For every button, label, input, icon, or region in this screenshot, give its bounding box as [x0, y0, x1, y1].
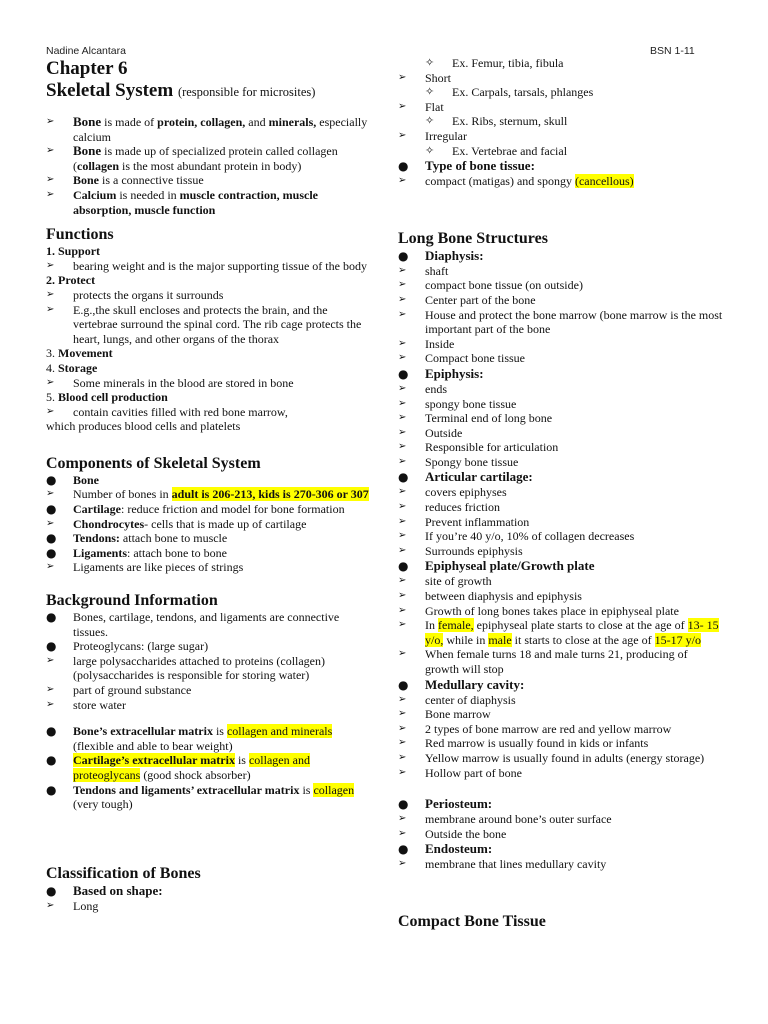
class-label: BSN 1-11	[650, 45, 695, 57]
compact-heading: Compact Bone Tissue	[398, 912, 546, 930]
function-title: 3. Movement	[46, 346, 113, 361]
background-item: ● Bones, cartilage, tendons, and ligaments are connective tissues.	[46, 610, 372, 639]
example-item: ✧ Ex. Femur, tibia, fibula	[425, 56, 724, 71]
structure-item: ➢ Bone marrow	[398, 707, 724, 722]
classification-heading: Classification of Bones	[46, 864, 201, 882]
background-item: ➢ part of ground substance	[46, 683, 372, 698]
title-note: (responsible for microsites)	[177, 85, 316, 99]
structure-item: ➢ Hollow part of bone	[398, 766, 724, 781]
structure-item: ➢ Inside	[398, 337, 724, 352]
component-item: ● Bone	[46, 473, 372, 488]
classification-item: ➢ Flat	[398, 100, 724, 115]
structure-title: ● Epiphysis:	[398, 366, 724, 382]
function-title: 2. Protect	[46, 273, 96, 288]
classification-item: ➢ Long	[46, 899, 372, 914]
author-name: Nadine Alcantara	[46, 45, 126, 57]
matrix-item: ● Tendons and ligaments’ extracellular matrix is collagen (very tough)	[46, 783, 372, 812]
page-title: Skeletal System (responsible for microsites)	[46, 80, 316, 101]
structure-item: ➢ site of growth	[398, 574, 724, 589]
component-item: ● Ligaments: attach bone to bone	[46, 546, 372, 561]
component-item: ● Cartilage: reduce friction and model for bone formation	[46, 502, 372, 517]
structure-item: ➢ Center part of the bone	[398, 293, 724, 308]
structure-item: ➢ If you’re 40 y/o, 10% of collagen decreases	[398, 529, 724, 544]
function-title: 4. Storage	[46, 360, 98, 375]
background-item: ● Proteoglycans: (large sugar)	[46, 639, 372, 654]
function-item: ➢ protects the organs it surrounds	[46, 288, 372, 303]
function-title: 5. Blood cell production	[46, 390, 168, 405]
structure-item: ➢ between diaphysis and epiphysis	[398, 589, 724, 604]
background-item: ➢ large polysaccharides attached to proteins (collagen) (polysaccharides is responsible for storing water)	[46, 654, 372, 683]
structure-item: ➢ Prevent inflammation	[398, 515, 724, 530]
function-item: ➢ Some minerals in the blood are stored in bone	[46, 376, 372, 391]
structure-item: ➢ membrane that lines medullary cavity	[398, 857, 724, 872]
background-heading: Background Information	[46, 592, 218, 610]
structure-title: ● Endosteum:	[398, 841, 724, 857]
structure-item: ➢ Outside the bone	[398, 827, 724, 842]
structure-item: ➢ compact bone tissue (on outside)	[398, 278, 724, 293]
right-column	[398, 56, 724, 931]
component-item: ● Tendons: attach bone to muscle	[46, 531, 372, 546]
structure-item: ➢ shaft	[398, 264, 724, 279]
structure-item: ➢ Outside	[398, 426, 724, 441]
functions-heading: Functions	[46, 226, 114, 244]
structure-item: ➢ Responsible for articulation	[398, 440, 724, 455]
component-item: ➢ Chondrocytes- cells that is made up of cartilage	[46, 517, 372, 532]
matrix-item: ● Bone’s extracellular matrix is collagen and minerals (flexible and able to bear weight)	[46, 724, 372, 753]
intro-item: ➢ Bone is a connective tissue	[46, 173, 372, 188]
components-heading: Components of Skeletal System	[46, 454, 261, 472]
function-item-cont: which produces blood cells and platelets	[46, 419, 241, 434]
background-item: ➢ store water	[46, 698, 372, 713]
function-item: ➢ contain cavities filled with red bone marrow,	[46, 405, 372, 420]
example-item: ✧ Ex. Ribs, sternum, skull	[425, 114, 724, 129]
component-item: ➢ Number of bones in adult is 206-213, kids is 270-306 or 307	[46, 487, 372, 502]
structure-item: ➢ Red marrow is usually found in kids or infants	[398, 736, 724, 751]
example-item: ✧ Ex. Vertebrae and facial	[425, 144, 724, 159]
intro-item: ➢ Calcium is needed in muscle contraction, muscle absorption, muscle function	[46, 188, 372, 217]
intro-item: ➢ Bone is made up of specialized protein called collagen (collagen is the most abundant protein in body)	[46, 144, 372, 173]
structure-item: ➢ 2 types of bone marrow are red and yellow marrow	[398, 722, 724, 737]
structure-item: ➢ Surrounds epiphysis	[398, 544, 724, 559]
structure-item: ➢ Yellow marrow is usually found in adults (energy storage)	[398, 751, 724, 766]
structure-item: ➢ membrane around bone’s outer surface	[398, 812, 724, 827]
classification-item: ● Type of bone tissue:	[398, 158, 724, 174]
chapter-title: Chapter 6	[46, 58, 128, 79]
structure-title: ● Diaphysis:	[398, 248, 724, 264]
classification-item: ➢ Irregular	[398, 129, 724, 144]
example-item: ✧ Ex. Carpals, tarsals, phlanges	[425, 85, 724, 100]
structure-title: ● Articular cartilage:	[398, 469, 724, 485]
left-column	[46, 58, 372, 913]
structure-item: ➢ Spongy bone tissue	[398, 455, 724, 470]
structure-title: ● Medullary cavity:	[398, 677, 724, 693]
long-bone-heading: Long Bone Structures	[398, 229, 548, 247]
classification-item: ➢ compact (matigas) and spongy (cancellous)	[398, 174, 724, 189]
structure-item: ➢ Growth of long bones takes place in epiphyseal plate	[398, 604, 724, 619]
classification-item: ➢ Short	[398, 71, 724, 86]
function-title: 1. Support	[46, 244, 101, 259]
structure-item: ➢ spongy bone tissue	[398, 397, 724, 412]
component-item: ➢ Ligaments are like pieces of strings	[46, 560, 372, 575]
classification-item: ● Based on shape:	[46, 883, 372, 899]
matrix-item: ● Cartilage’s extracellular matrix is collagen and proteoglycans (good shock absorber)	[46, 753, 372, 782]
structure-title: ● Periosteum:	[398, 796, 724, 812]
structure-item: ➢ House and protect the bone marrow (bone marrow is the most important part of the bone	[398, 308, 724, 337]
intro-item: ➢ Bone is made of protein, collagen, and minerals, especially calcium	[46, 115, 372, 144]
structure-item: ➢ ends	[398, 382, 724, 397]
function-item: ➢ E.g.,the skull encloses and protects the brain, and the vertebrae surround the spinal cord. The rib cage protects the heart, lungs, and other organs of the thorax	[46, 303, 372, 347]
structure-item: ➢ center of diaphysis	[398, 693, 724, 708]
structure-item: ➢ Compact bone tissue	[398, 351, 724, 366]
structure-title: ● Epiphyseal plate/Growth plate	[398, 558, 724, 574]
structure-item: ➢ When female turns 18 and male turns 21, producing of growth will stop	[398, 647, 724, 676]
structure-item: ➢ Terminal end of long bone	[398, 411, 724, 426]
structure-item: ➢ In female, epiphyseal plate starts to close at the age of 13- 15 y/o, while in male it starts to close at the age of 15-17 y/o	[398, 618, 724, 647]
function-item: ➢ bearing weight and is the major supporting tissue of the body	[46, 259, 372, 274]
structure-item: ➢ covers epiphyses	[398, 485, 724, 500]
structure-item: ➢ reduces friction	[398, 500, 724, 515]
